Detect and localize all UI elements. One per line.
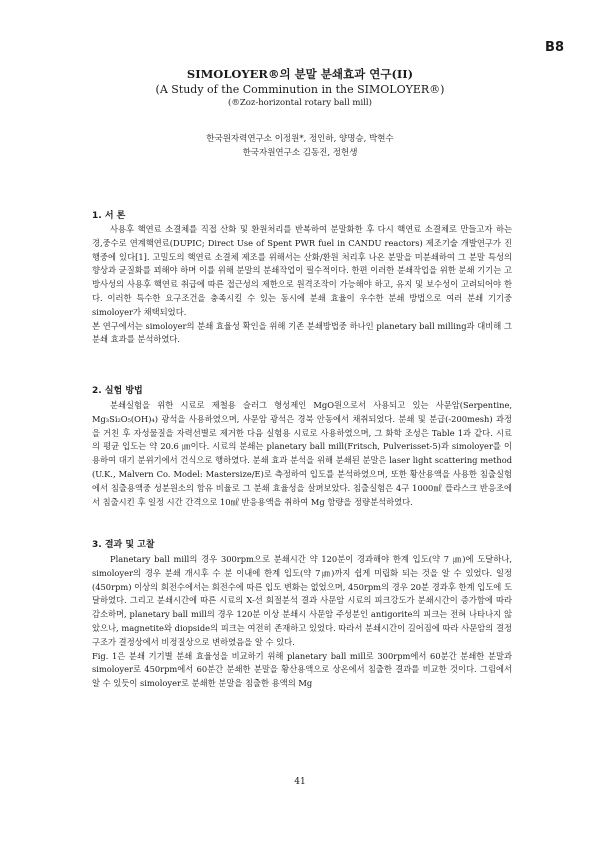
section-body-methods [92,399,512,509]
section-heading-methods: 2. 실험 방법 [92,386,143,396]
paper-title-korean: SIMOLOYER®의 분말 분쇄효과 연구(II) [186,67,414,81]
section-heading-results: 3. 결과 및 고찰 [92,540,155,550]
authors-line-1: 한국원자력연구소 이정원*, 정인하, 양명승, 박현수 [206,134,394,144]
section-heading-introduction: 1. 서 론 [92,211,126,221]
paper-subtitle: (®Zoz-horizontal rotary ball mill) [228,98,372,108]
authors-line-2: 한국자원연구소 김동진, 정헌생 [242,148,358,158]
paper-title-english: (A Study of the Comminution in the SIMOLOYER®) [155,83,445,96]
paragraph: 본 연구에서는 simoloyer의 분쇄 효율성 확인을 위해 기존 분쇄방법중 하나인 planetary ball milling과 대비해 그 분쇄 효과를 분석하였다. [92,320,512,345]
author-block [60,132,540,160]
paragraph: Planetary ball mill의 경우 300rpm으로 분쇄시간 약 120분이 경과해야 한계 입도(약 7 ㎛)에 도달하나, simoloyer의 경우 분쇄 개시후 수 분 이내에 한계 입도(약 7㎛)까지 쉽게 미립화 되는 것을 알 수 있었다. 일정(450rpm) 이상의 회전수에서는 회전수에 따른 입도 변화는 없었으며, 450rpm의 경우 20분 경과후 한계 입도에 도달하였다. 그리고 분쇄시간에 따른 시료의 X-선 회절분석 결과 사문암 시료의 피크강도가 분쇄시간이 증가함에 따라 감소하며, planetary ball mill의 경우 120분 이상 분쇄시 사문암 주성분인 antigorite의 피크는 전혀 나타나지 않았으나, magnetite와 diopside의 피크는 여전히 존재하고 있었다. 따라서 분쇄시간이 길어짐에 따라 사문암의 결정구조가 결정상에서 비정질상으로 변하였음을 알 수 있다. [92,554,512,647]
paragraph: 분쇄실험을 위한 시료로 제철용 슬러그 형성제인 MgO원으로서 사용되고 있는 사문암(Serpentine, Mg₃Si₂O₅(OH)₄) 광석을 사용하였으며, 사문암 광석은 경북 안동에서 채취되었다. 분쇄 및 분급(-200mesh) 과정을 거친 후 자성물질을 자력선별로 제거한 다음 실험용 시료로 사용하였으며, 그 화학 조성은 Table 1과 같다. 시료의 평균 입도는 약 20.6 ㎛이다. 시료의 분쇄는 planetary ball mill(Fritsch, Pulverisset-5)과 simoloyer를 이용하여 대기 분위기에서 건식으로 행하였다. 분쇄 효과 분석을 위해 분쇄된 분말은 laser light scattering method (U.K., Malvern Co. Model: Mastersize/E)로 측정하여 입도를 분석하였으며, 또한 황산용액을 사용한 침출실험에서 침출용액중 성분원소의 함유 비율로 그 분쇄 효율성을 살펴보았다. 침출실험은 4구 1000㎖ 플라스크 반응조에서 침출시킨 후 일정 시간 간격으로 10㎖ 반응용액을 취하여 Mg 함량을 정량분석하였다. [92,400,512,507]
page-number: 41 [294,777,306,787]
section-body-introduction [92,223,512,347]
paragraph: 사용후 핵연료 소결체를 직접 산화 및 환원처리를 반복하여 분말화한 후 다시 핵연료 소결체로 만들고자 하는 경,중수로 연계핵연료(DUPIC; Direct Use of Spent PWR fuel in CANDU reactors) 제조기술 개발연구가 진행중에 있다[1]. 고밀도의 핵연료 소결체 제조를 위해서는 산화/환원 처리후 나온 분말을 미분쇄하여 그 분말 특성의 향상과 균질화를 꾀해야 하며 이를 위해 분말의 분쇄작업이 필수적이다. 한편 이러한 분쇄작업을 위한 분쇄 기기는 고방사성의 사용후 핵연료 취급에 따른 접근성의 제한으로 원격조작이 가능해야 하고, 유지 및 보수성이 고려되어야 한다. 이러한 특수한 요구조건을 충족시킬 수 있는 동시에 분쇄 효율이 우수한 분쇄 방법으로 여러 분쇄 기기중 simoloyer가 채택되었다. [92,224,512,317]
section-body-results [92,553,512,691]
paragraph: Fig. 1은 분쇄 기기별 분쇄 효율성을 비교하기 위해 planetary ball mill로 300rpm에서 60분간 분쇄한 분말과 simoloyer로 450rpm에서 60분간 분쇄한 분말을 황산용액으로 상온에서 침출한 결과를 비교한 것이다. 그림에서 알 수 있듯이 simoloyer로 분쇄한 분말을 침출한 용액의 Mg [92,650,512,689]
page-code: B8 [545,40,564,55]
